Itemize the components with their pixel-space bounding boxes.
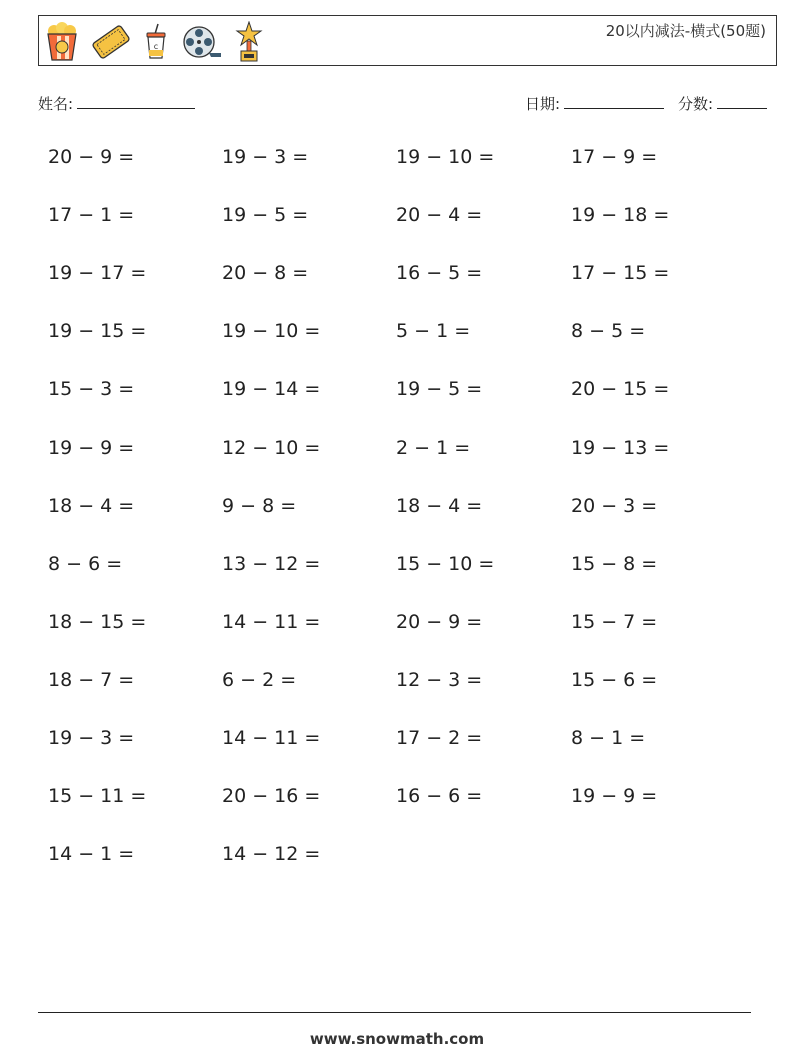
worksheet-title: 20以内减法-横式(50题): [605, 22, 766, 40]
problem-item: 20 − 3 =: [571, 495, 658, 517]
cinema-ticket-icon: [91, 22, 131, 62]
date-blank[interactable]: [564, 94, 664, 109]
svg-text:c: c: [153, 42, 159, 51]
problem-item: 19 − 15 =: [48, 320, 147, 342]
problem-item: 8 − 6 =: [48, 553, 123, 575]
problem-item: 17 − 15 =: [571, 262, 670, 284]
problem-item: 17 − 9 =: [571, 146, 658, 168]
problem-item: 14 − 1 =: [48, 843, 135, 865]
problem-item: 15 − 6 =: [571, 669, 658, 691]
problem-item: 16 − 5 =: [396, 262, 483, 284]
popcorn-icon: [45, 22, 79, 62]
problem-item: 15 − 3 =: [48, 378, 135, 400]
header-icons: [45, 20, 263, 64]
problem-item: 20 − 4 =: [396, 204, 483, 226]
problem-item: 8 − 5 =: [571, 320, 646, 342]
problem-item: 12 − 10 =: [222, 437, 321, 459]
problem-item: 19 − 9 =: [571, 785, 658, 807]
problem-item: 19 − 10 =: [396, 146, 495, 168]
problem-item: 20 − 9 =: [396, 611, 483, 633]
problem-item: 19 − 10 =: [222, 320, 321, 342]
footer-website: www.snowmath.com: [309, 1030, 485, 1048]
problem-item: 19 − 9 =: [48, 437, 135, 459]
problem-item: 6 − 2 =: [222, 669, 297, 691]
problem-item: 20 − 15 =: [571, 378, 670, 400]
problem-item: 20 − 8 =: [222, 262, 309, 284]
name-field: [38, 93, 195, 114]
score-blank[interactable]: [717, 94, 767, 109]
problem-item: 15 − 7 =: [571, 611, 658, 633]
problem-item: 2 − 1 =: [396, 437, 471, 459]
soda-cup-icon: [143, 22, 169, 62]
date-field: [525, 93, 664, 114]
problem-item: 19 − 13 =: [571, 437, 670, 459]
problem-item: 17 − 1 =: [48, 204, 135, 226]
problem-item: 16 − 6 =: [396, 785, 483, 807]
problem-item: 20 − 9 =: [48, 146, 135, 168]
problem-item: 14 − 12 =: [222, 843, 321, 865]
problem-item: 12 − 3 =: [396, 669, 483, 691]
problem-item: 19 − 17 =: [48, 262, 147, 284]
problem-item: 19 − 3 =: [48, 727, 135, 749]
problem-item: 18 − 7 =: [48, 669, 135, 691]
problem-item: 9 − 8 =: [222, 495, 297, 517]
problem-item: 14 − 11 =: [222, 727, 321, 749]
problem-item: 17 − 2 =: [396, 727, 483, 749]
score-field: [678, 93, 767, 114]
problem-item: 15 − 11 =: [48, 785, 147, 807]
problem-item: 19 − 5 =: [396, 378, 483, 400]
problem-item: 15 − 10 =: [396, 553, 495, 575]
problem-item: 8 − 1 =: [571, 727, 646, 749]
problem-item: 18 − 4 =: [48, 495, 135, 517]
score-label: 分数:: [678, 95, 714, 113]
film-reel-icon: [181, 22, 223, 62]
problem-item: 19 − 5 =: [222, 204, 309, 226]
name-blank[interactable]: [77, 94, 195, 109]
problem-item: 19 − 14 =: [222, 378, 321, 400]
worksheet-header: [38, 15, 777, 66]
problem-item: 18 − 4 =: [396, 495, 483, 517]
star-trophy-icon: [235, 21, 263, 63]
date-label: 日期:: [525, 95, 561, 113]
problem-item: 19 − 3 =: [222, 146, 309, 168]
name-label: 姓名:: [38, 95, 74, 113]
problem-item: 13 − 12 =: [222, 553, 321, 575]
problem-item: 19 − 18 =: [571, 204, 670, 226]
problem-item: 20 − 16 =: [222, 785, 321, 807]
problem-item: 14 − 11 =: [222, 611, 321, 633]
problem-item: 15 − 8 =: [571, 553, 658, 575]
problem-item: 5 − 1 =: [396, 320, 471, 342]
footer-divider: [38, 1012, 751, 1013]
problem-item: 18 − 15 =: [48, 611, 147, 633]
